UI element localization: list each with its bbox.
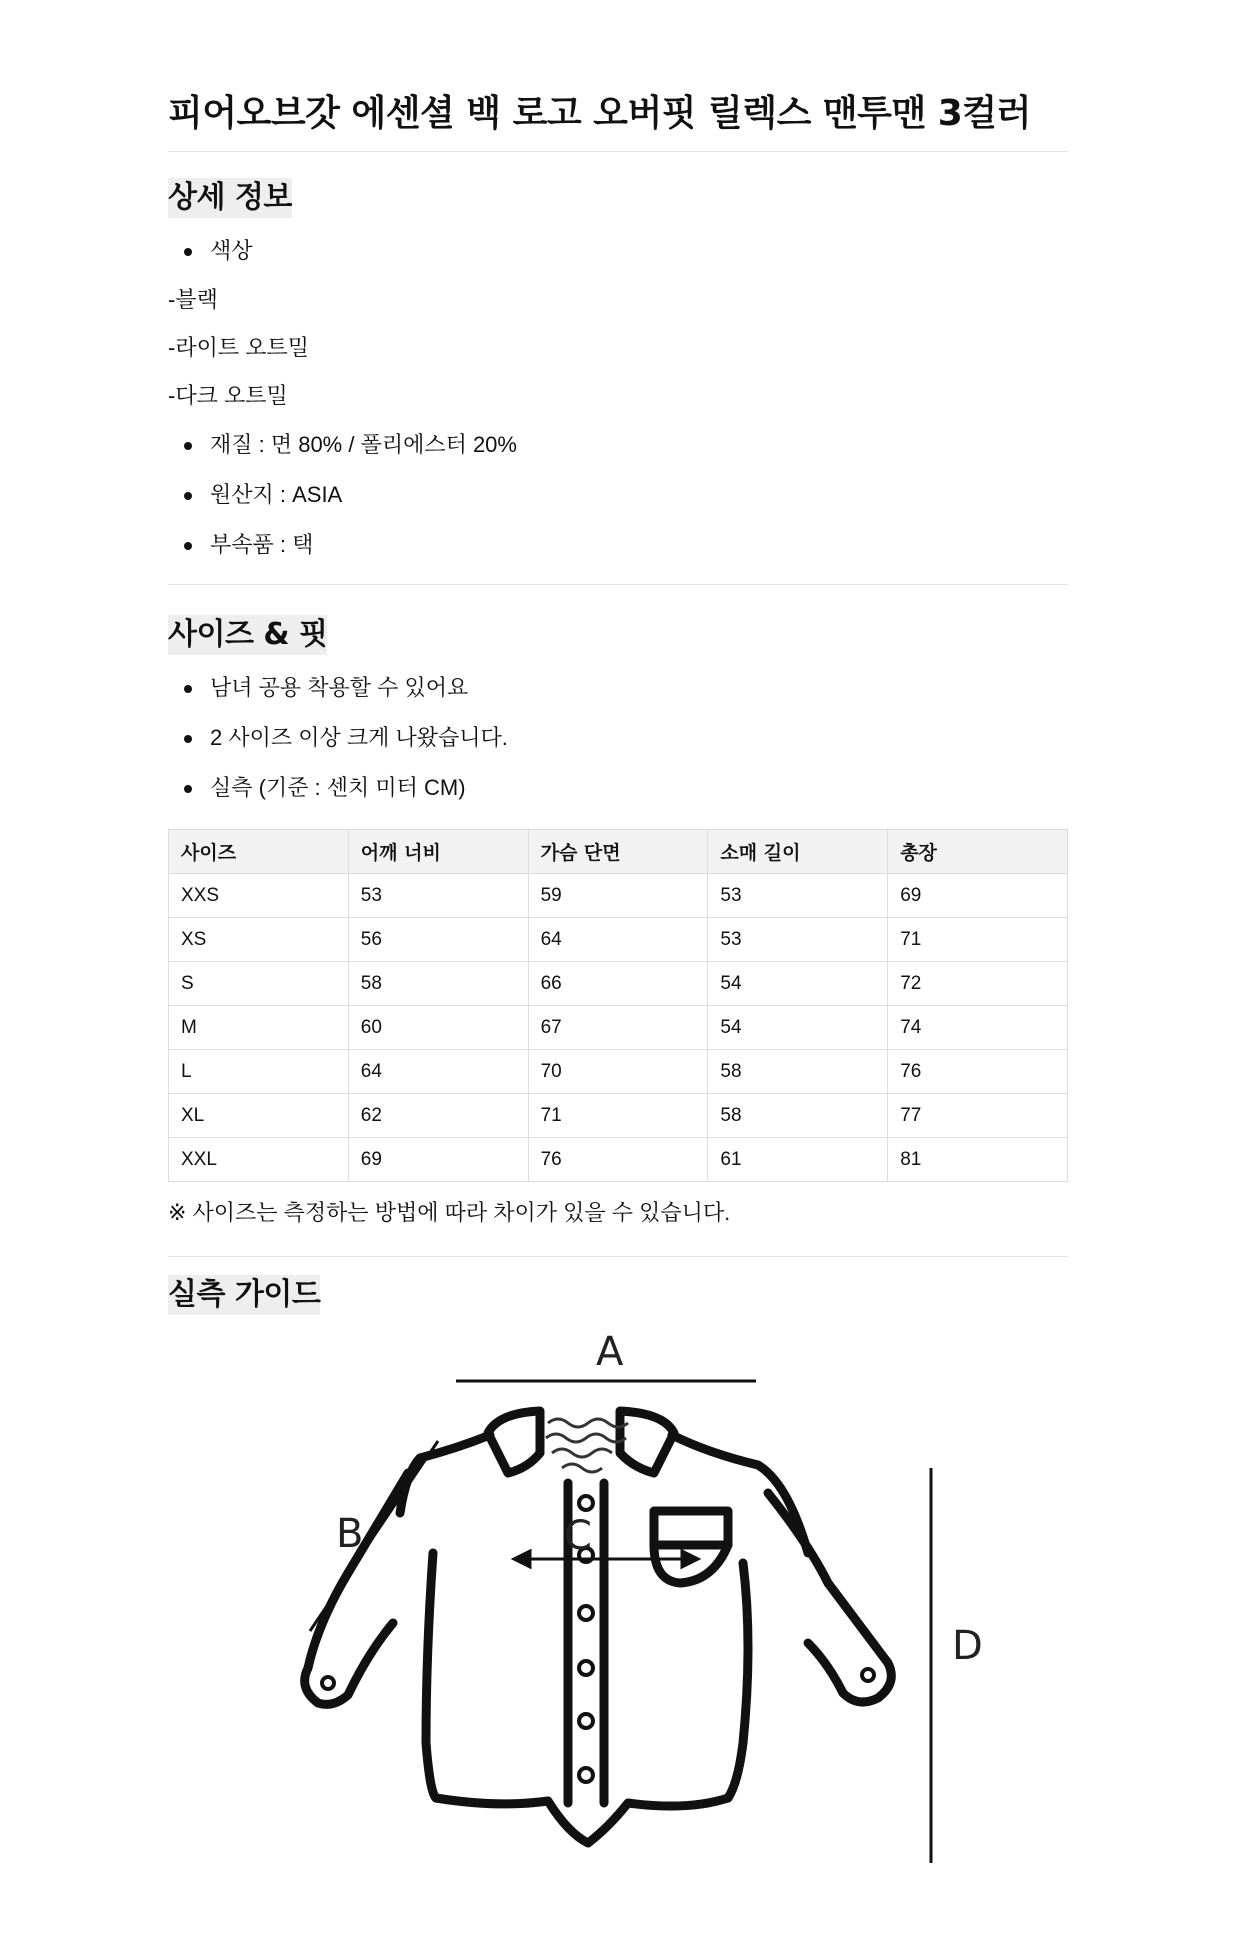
table-cell: 81	[888, 1138, 1068, 1182]
table-cell: 60	[348, 1006, 528, 1050]
accessory-item: 부속품 : 택	[210, 520, 1068, 570]
table-cell: 72	[888, 962, 1068, 1006]
table-cell: S	[169, 962, 349, 1006]
color-black: -블랙	[168, 287, 218, 313]
color-light-oatmeal: -라이트 오트밀	[168, 335, 309, 361]
spec-list	[168, 420, 1068, 570]
table-cell: XL	[169, 1094, 349, 1138]
table-cell: 53	[708, 874, 888, 918]
material-item: 재질 : 면 80% / 폴리에스터 20%	[210, 420, 1068, 470]
table-cell: 76	[888, 1050, 1068, 1094]
table-cell: 56	[348, 918, 528, 962]
table-cell: 69	[888, 874, 1068, 918]
measurement-diagram	[168, 1323, 1068, 1883]
table-cell: 54	[708, 962, 888, 1006]
size-table	[168, 829, 1068, 1182]
header-sleeve: 소매 길이	[708, 830, 888, 874]
table-cell: 76	[528, 1138, 708, 1182]
label-d: D	[952, 1623, 983, 1670]
header-shoulder: 어깨 너비	[348, 830, 528, 874]
table-cell: 71	[528, 1094, 708, 1138]
table-row	[169, 918, 1068, 962]
header-size: 사이즈	[169, 830, 349, 874]
size-note: ※ 사이즈는 측정하는 방법에 따라 차이가 있을 수 있습니다.	[168, 1200, 731, 1226]
table-cell: 58	[708, 1050, 888, 1094]
table-row	[169, 874, 1068, 918]
table-cell: 77	[888, 1094, 1068, 1138]
table-row	[169, 1006, 1068, 1050]
table-cell: XS	[169, 918, 349, 962]
table-row	[169, 962, 1068, 1006]
table-cell: 62	[348, 1094, 528, 1138]
table-cell: XXS	[169, 874, 349, 918]
color-list	[168, 226, 1068, 276]
page-title: 피어오브갓 에센셜 백 로고 오버핏 릴렉스 맨투맨 3컬러	[168, 92, 1068, 152]
label-a: A	[596, 1329, 624, 1376]
label-b: B	[336, 1511, 364, 1558]
table-cell: 67	[528, 1006, 708, 1050]
table-cell: 58	[708, 1094, 888, 1138]
table-row	[169, 1050, 1068, 1094]
table-cell: 61	[708, 1138, 888, 1182]
table-cell: 64	[348, 1050, 528, 1094]
size-fit-heading: 사이즈 & 핏	[168, 615, 327, 655]
origin-item: 원산지 : ASIA	[210, 470, 1068, 520]
table-cell: 58	[348, 962, 528, 1006]
table-row	[169, 1094, 1068, 1138]
details-section	[168, 152, 1068, 585]
size-table-header-row	[169, 830, 1068, 874]
size-fit-section	[168, 585, 1068, 1257]
header-length: 총장	[888, 830, 1068, 874]
shirt-illustration	[168, 1323, 1068, 1883]
fit-item: 2 사이즈 이상 크게 나왔습니다.	[210, 713, 1068, 763]
table-cell: 74	[888, 1006, 1068, 1050]
table-cell: 53	[708, 918, 888, 962]
table-cell: M	[169, 1006, 349, 1050]
fit-item: 남녀 공용 착용할 수 있어요	[210, 663, 1068, 713]
color-dark-oatmeal: -다크 오트밀	[168, 383, 288, 409]
table-cell: 71	[888, 918, 1068, 962]
table-cell: 64	[528, 918, 708, 962]
table-cell: 53	[348, 874, 528, 918]
table-cell: 59	[528, 874, 708, 918]
product-detail-page	[168, 92, 1068, 1883]
table-row	[169, 1138, 1068, 1182]
label-c: C	[564, 1513, 592, 1560]
table-cell: 54	[708, 1006, 888, 1050]
fit-item: 실측 (기준 : 센치 미터 CM)	[210, 763, 1068, 813]
table-cell: XXL	[169, 1138, 349, 1182]
header-chest: 가슴 단면	[528, 830, 708, 874]
fit-list	[168, 663, 1068, 813]
guide-section	[168, 1257, 1068, 1883]
table-cell: 69	[348, 1138, 528, 1182]
details-heading: 상세 정보	[168, 178, 292, 218]
guide-heading: 실측 가이드	[168, 1275, 320, 1315]
color-label: 색상	[210, 226, 1068, 276]
table-cell: 70	[528, 1050, 708, 1094]
table-cell: 66	[528, 962, 708, 1006]
table-cell: L	[169, 1050, 349, 1094]
